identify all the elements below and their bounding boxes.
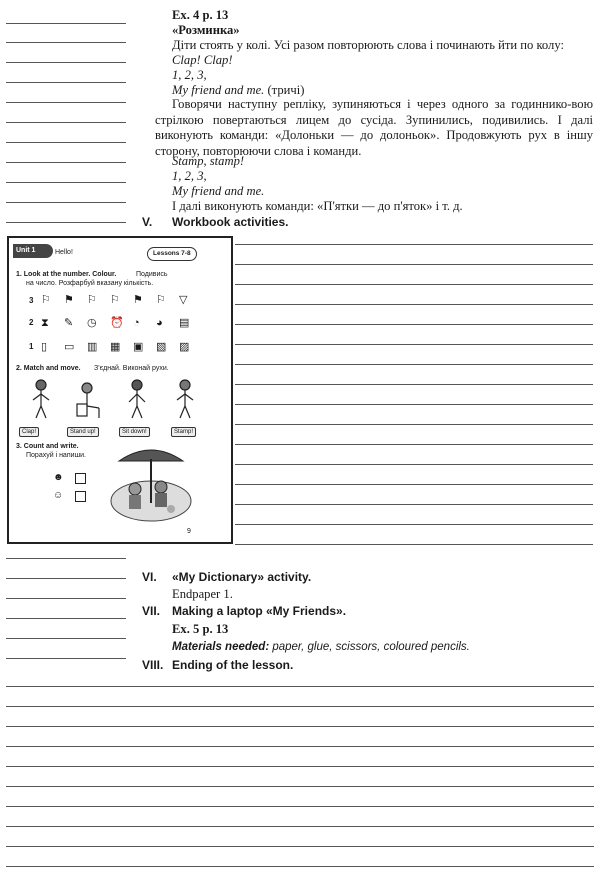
row-number: 1	[29, 342, 34, 351]
answer-box	[75, 473, 86, 484]
ruled-line	[6, 638, 126, 639]
ruled-line	[235, 524, 593, 525]
ruled-line	[6, 766, 594, 767]
ruled-line	[6, 182, 126, 183]
section-title: Making a laptop «My Friends».	[172, 604, 347, 618]
ruled-line	[6, 658, 126, 659]
task-2-title: 2. Match and move.	[16, 365, 81, 372]
clock-icon: ◷	[87, 317, 97, 329]
ruled-line	[235, 344, 593, 345]
ruled-line	[6, 686, 594, 687]
section-number: V.	[142, 215, 153, 229]
lessons-badge: Lessons 7-8	[147, 247, 197, 261]
action-label: Stamp!	[171, 427, 196, 437]
ruled-line	[6, 162, 126, 163]
paragraph-2: Говорячи наступну репліку, зупиняються і через одного за годиннико-вою стрілкою повертаються лицем до сусіда. Зупинились, подивились. І далі виконують команди: «Долоньки — до долоньок». Продовжують рух в іншу сторону, повторюючи слова і команди.	[155, 97, 593, 158]
clock-icon: ◕	[156, 317, 163, 329]
materials-label: Materials needed:	[172, 641, 270, 653]
ruled-line	[6, 726, 594, 727]
verse-line-repeat	[172, 82, 304, 98]
ruled-line	[6, 122, 126, 123]
clock-icon: ◔	[133, 317, 140, 329]
flag-icon: ⚐	[110, 294, 120, 306]
flag-icon: ⚐	[41, 294, 51, 306]
ruled-line	[235, 324, 593, 325]
ruled-line	[6, 846, 594, 847]
child-figure	[33, 380, 49, 418]
verse-note: (тричі)	[264, 83, 305, 97]
ruled-line	[6, 618, 126, 619]
ruled-line	[6, 82, 126, 83]
child-figure	[129, 380, 145, 418]
ruled-line	[6, 826, 594, 827]
materials-text: paper, glue, scissors, coloured pencils.	[269, 641, 470, 653]
task-1-ua: Подивись	[136, 271, 168, 278]
section-number: VII.	[142, 604, 161, 618]
row-number: 2	[29, 318, 34, 327]
unit-label: Unit 1	[16, 247, 36, 254]
action-label: Clap!	[19, 427, 39, 437]
hello-label: Hello!	[55, 249, 73, 256]
paragraph-3: І далі виконують команди: «П'ятки — до п'яток» і т. д.	[172, 199, 463, 213]
task-1-ua-cont: на число. Розфарбуй вказану кількість.	[26, 280, 154, 287]
ruled-line	[6, 746, 594, 747]
ruled-line	[6, 786, 594, 787]
bag-icon: ▭	[64, 341, 75, 353]
face-icon: ☺	[53, 490, 64, 501]
answer-box	[75, 491, 86, 502]
ruled-line	[235, 364, 593, 365]
task-2-ua: З'єднай. Виконай рухи.	[94, 365, 169, 372]
ruled-line	[235, 384, 593, 385]
ruled-line	[6, 102, 126, 103]
ruled-line	[235, 284, 593, 285]
ruled-line	[6, 706, 594, 707]
verse-text: My friend and me.	[172, 83, 265, 97]
task-1-title: 1. Look at the number. Colour.	[16, 271, 117, 278]
children-figures	[25, 378, 215, 420]
flag-icon: ⚐	[87, 294, 97, 306]
ruled-line	[235, 444, 593, 445]
bag-icon: ▯	[41, 341, 48, 353]
task-3-ua: Порахуй і напиши.	[26, 452, 86, 459]
exercise-heading: Ex. 4 p. 13	[172, 8, 229, 22]
exercise-heading: Ex. 5 p. 13	[172, 622, 229, 636]
materials-line	[172, 639, 470, 655]
ruled-line	[6, 866, 594, 867]
ruled-line	[6, 558, 126, 559]
bag-icon: ▣	[133, 341, 144, 353]
ruled-line	[235, 544, 593, 545]
radio-icon: ▤	[179, 317, 190, 329]
bag-icon: ▨	[179, 341, 190, 353]
warmup-title: «Розминка»	[172, 23, 240, 37]
verse-line: Stamp, stamp!	[172, 154, 245, 168]
alarm-clock-icon: ⏰	[110, 317, 124, 329]
verse-line: My friend and me.	[172, 184, 265, 198]
child-figure	[177, 380, 193, 418]
ruled-line	[6, 598, 126, 599]
ruled-line	[6, 578, 126, 579]
bag-icon: ▦	[110, 341, 121, 353]
ruled-line	[235, 424, 593, 425]
section-number: VIII.	[142, 658, 164, 672]
ruled-line	[235, 404, 593, 405]
ruled-line	[6, 806, 594, 807]
flag-icon: ⚐	[156, 294, 166, 306]
verse-line: 1, 2, 3,	[172, 169, 207, 183]
flag-icon: ⚑	[64, 294, 74, 306]
ruled-line	[235, 504, 593, 505]
action-label: Sit down!	[119, 427, 150, 437]
task-3-title: 3. Count and write.	[16, 443, 79, 450]
bag-icon: ▥	[87, 341, 98, 353]
verse-line: 1, 2, 3,	[172, 68, 207, 82]
endpaper-text: Endpaper 1.	[172, 587, 233, 601]
section-title: «My Dictionary» activity.	[172, 570, 312, 584]
ruled-line	[235, 304, 593, 305]
ruled-line	[6, 42, 126, 43]
paragraph-1: Діти стоять у колі. Усі разом повторюють слова і починають йти по колу:	[172, 38, 564, 52]
ruled-line	[6, 202, 126, 203]
ruled-line	[6, 222, 126, 223]
hourglass-icon: ⧗	[41, 317, 49, 329]
ruled-line	[235, 464, 593, 465]
flag-icon: ▽	[179, 294, 188, 306]
page-number: 9	[187, 528, 191, 535]
ruled-line	[235, 484, 593, 485]
ruled-line	[6, 142, 126, 143]
ruled-line	[235, 244, 593, 245]
pen-icon: ✎	[64, 317, 74, 329]
row-number: 3	[29, 296, 34, 305]
workbook-page-image	[7, 236, 233, 544]
ruled-line	[6, 23, 126, 24]
section-number: VI.	[142, 570, 157, 584]
action-label: Stand up!	[67, 427, 99, 437]
bag-icon: ▧	[156, 341, 167, 353]
face-icon: ☻	[53, 472, 64, 483]
ruled-line	[6, 62, 126, 63]
section-title: Ending of the lesson.	[172, 658, 294, 672]
ruled-line	[235, 264, 593, 265]
child-figure	[77, 383, 99, 418]
flag-icon: ⚑	[133, 294, 143, 306]
verse-line: Clap! Clap!	[172, 53, 233, 67]
section-title: Workbook activities.	[172, 215, 289, 229]
umbrella-picture	[109, 443, 193, 523]
